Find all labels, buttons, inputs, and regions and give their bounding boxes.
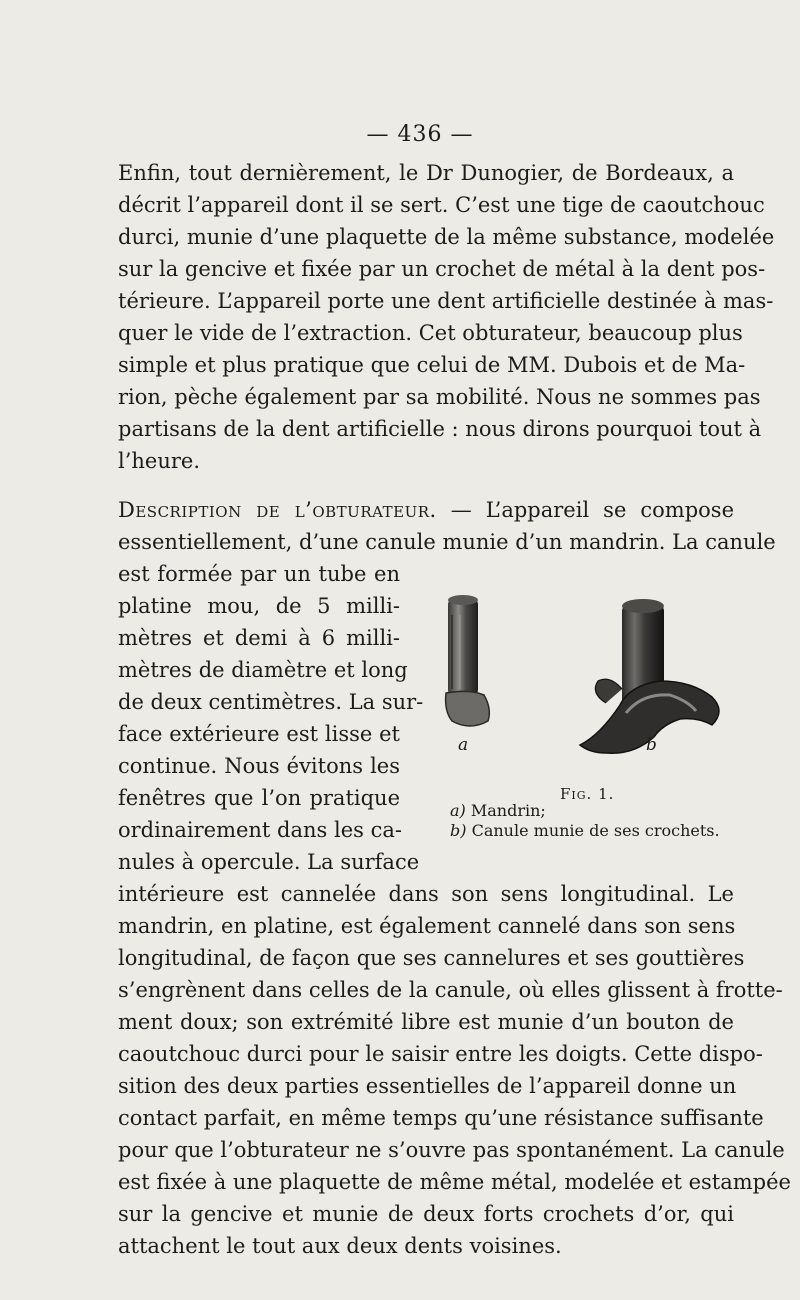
text-line: pour que l’obturateur ne s’ouvre pas spontanément. La canule (118, 1138, 785, 1162)
text-line: attachent le tout aux deux dents voisines. (118, 1234, 562, 1258)
text-line: contact parfait, en même temps qu’une résistance suffisante (118, 1106, 764, 1130)
text-line: platine mou, de 5 milli- (118, 594, 400, 618)
figure-label-b: b (646, 735, 657, 755)
section-heading: Description de l’obturateur. (118, 498, 437, 522)
text-line: ment doux; son extrémité libre est munie d’un bouton de (118, 1010, 734, 1034)
text-line: l’heure. (118, 449, 201, 473)
text-line: nules à opercule. La surface (118, 850, 420, 874)
text-line: mètres et demi à 6 milli- (118, 626, 400, 650)
legend-b-text: Canule munie de ses crochets. (471, 821, 720, 840)
figure-legend-b (450, 821, 720, 840)
canule-drawing (580, 599, 719, 753)
text-line: est formée par un tube en (118, 562, 400, 586)
text-line: sur la gencive et fixée par un crochet de métal à la dent pos- (118, 257, 766, 281)
text-line: mètres de diamètre et long (118, 658, 408, 682)
figure-1 (430, 585, 740, 845)
figure-caption: Fig. 1. (560, 785, 615, 803)
text-line: térieure. L’appareil porte une dent artificielle destinée à mas- (118, 289, 774, 313)
text-line: décrit l’appareil dont il se sert. C’est une tige de caoutchouc (118, 193, 765, 217)
text-line: mandrin, en platine, est également cannelé dans son sens (118, 914, 736, 938)
text-line: s’engrènent dans celles de la canule, où elles glissent à frotte- (118, 978, 783, 1002)
page-number: — 436 — (366, 122, 474, 147)
text-line: Enfin, tout dernièrement, le Dr Dunogier, de Bordeaux, a (118, 161, 734, 185)
text-line: partisans de la dent artificielle : nous dirons pourquoi tout à (118, 417, 762, 441)
legend-b-key: b) (450, 821, 467, 840)
legend-a-key: a) (450, 801, 466, 820)
text-line: caoutchouc durci pour le saisir entre les doigts. Cette dispo- (118, 1042, 763, 1066)
text-line: simple et plus pratique que celui de MM. Dubois et de Ma- (118, 353, 746, 377)
figure-illustration (430, 585, 740, 785)
heading-line (118, 494, 734, 526)
text-line: longitudinal, de façon que ses cannelures et ses gouttières (118, 946, 745, 970)
text-line: intérieure est cannelée dans son sens longitudinal. Le (118, 882, 734, 906)
text-line: ordinairement dans les ca- (118, 818, 402, 842)
mandrin-drawing (446, 595, 490, 726)
text-line: est fixée à une plaquette de même métal, modelée et estampée (118, 1170, 791, 1194)
text-line: sition des deux parties essentielles de l’appareil donne un (118, 1074, 737, 1098)
text-line: face extérieure est lisse et (118, 722, 400, 746)
text-line: sur la gencive et munie de deux forts crochets d’or, qui (118, 1202, 734, 1226)
text-line: rion, pèche également par sa mobilité. Nous ne sommes pas (118, 385, 761, 409)
figure-legend-a (450, 801, 546, 820)
paragraph-2-first: — L’appareil se compose (450, 498, 735, 522)
text-line: essentiellement, d’une canule munie d’un mandrin. La canule (118, 530, 776, 554)
text-line: continue. Nous évitons les (118, 754, 400, 778)
figure-label-a: a (458, 735, 469, 755)
text-line: durci, munie d’une plaquette de la même substance, modelée (118, 225, 775, 249)
legend-a-text: Mandrin; (470, 801, 546, 820)
text-line: quer le vide de l’extraction. Cet obturateur, beaucoup plus (118, 321, 743, 345)
text-line: de deux centimètres. La sur- (118, 690, 424, 714)
text-line: fenêtres que l’on pratique (118, 786, 400, 810)
